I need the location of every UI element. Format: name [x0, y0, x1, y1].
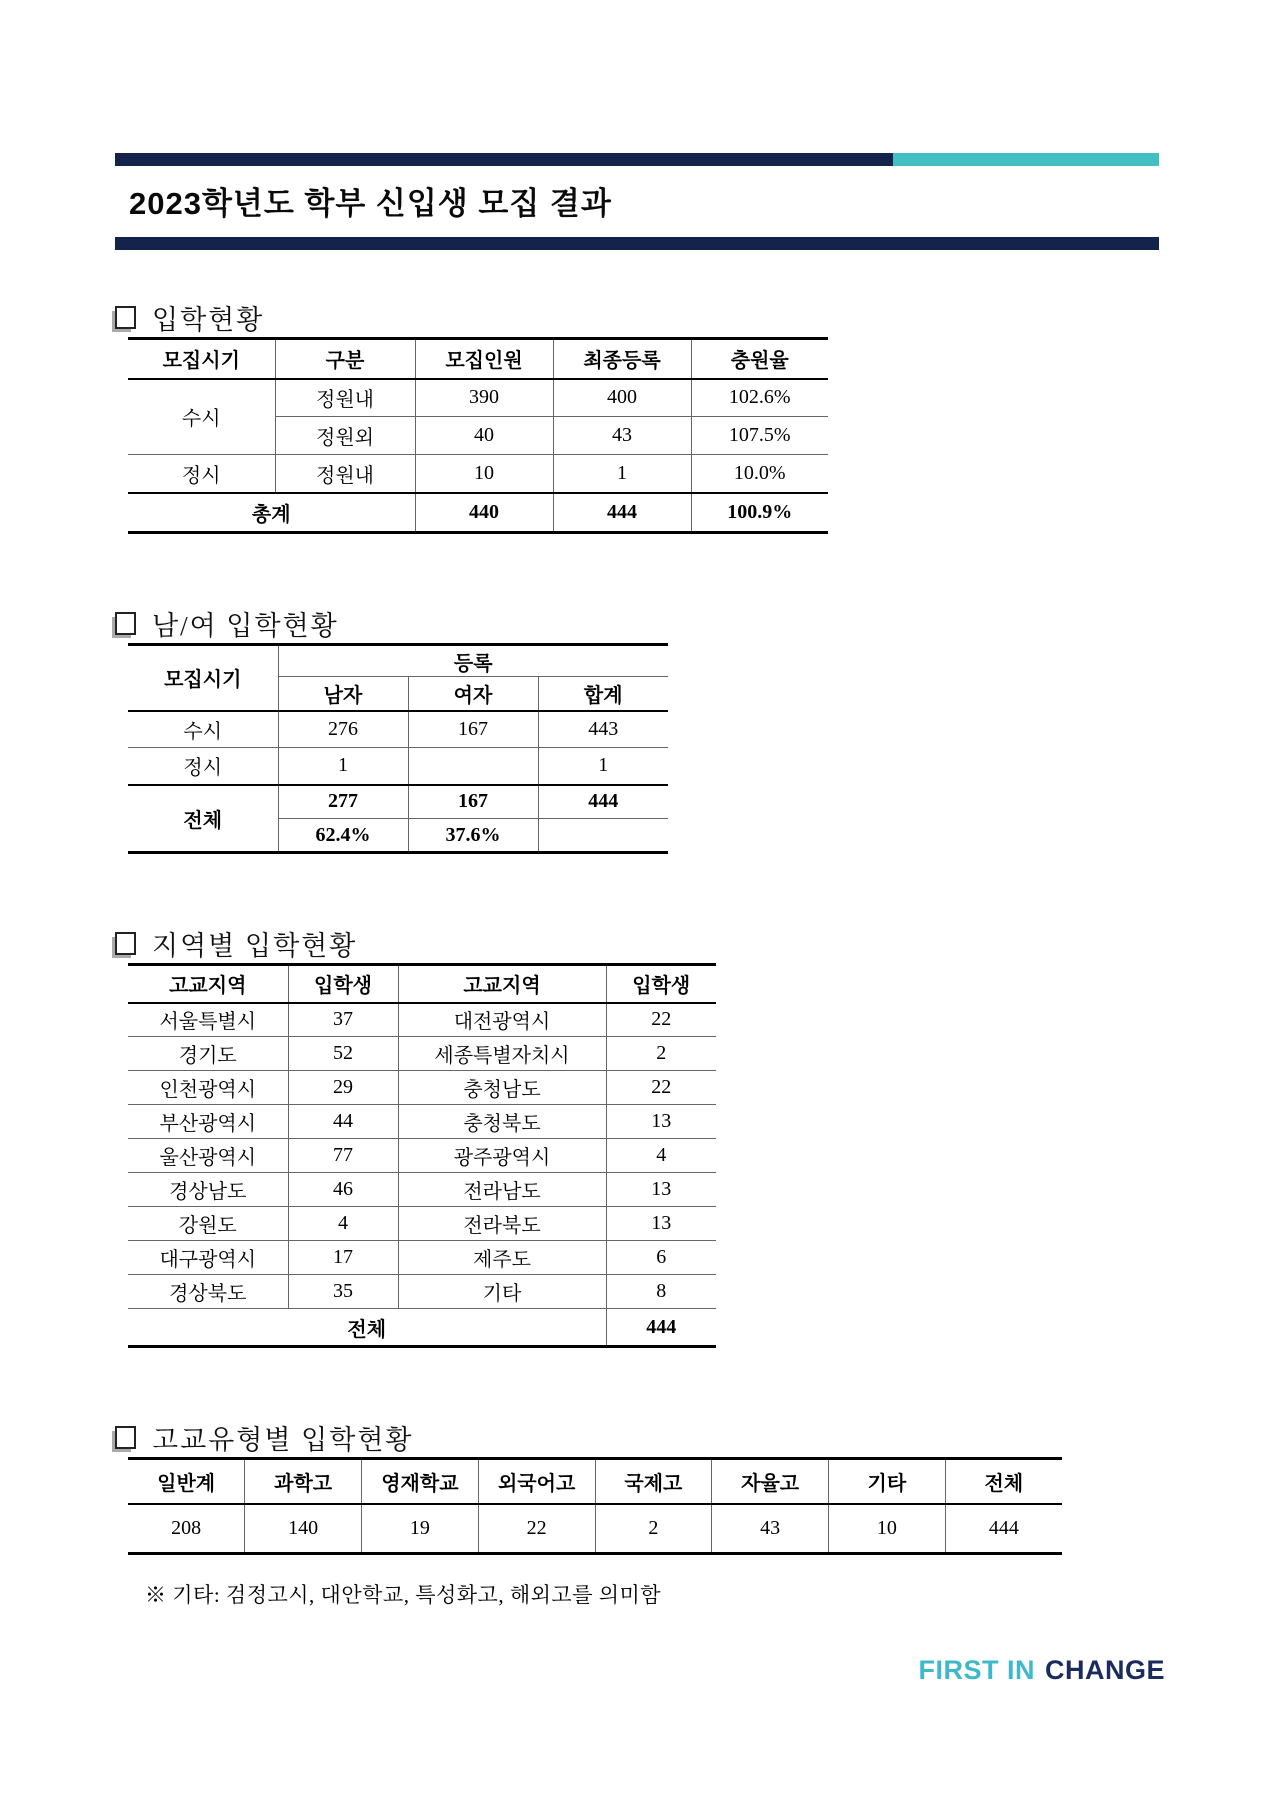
- column-header: 최종등록: [553, 339, 691, 379]
- school-type-table: [128, 1457, 1062, 1555]
- logo-change: CHANGE: [1044, 1655, 1165, 1685]
- section-title-admission: [115, 298, 1165, 337]
- table-header-row: [128, 1459, 1062, 1504]
- cell: 서울특별시: [128, 1003, 288, 1037]
- cell: 46: [288, 1173, 398, 1207]
- cell: 13: [606, 1173, 716, 1207]
- admission-summary-table: [128, 337, 828, 534]
- cell: 경상남도: [128, 1173, 288, 1207]
- column-header: 영재학교: [362, 1459, 479, 1504]
- cell: 기타: [398, 1275, 606, 1309]
- cell: 44: [288, 1105, 398, 1139]
- cell: 6: [606, 1241, 716, 1275]
- square-bullet-icon: [115, 306, 136, 329]
- header-underline-bar: [115, 237, 1159, 250]
- region-admission-table: [128, 963, 716, 1348]
- row-label: 수시: [128, 711, 278, 748]
- table-row: [128, 1275, 716, 1309]
- gender-admission-table: [128, 643, 668, 854]
- cell: 10: [415, 455, 553, 493]
- cell: [538, 819, 668, 853]
- cell: 100.9%: [691, 493, 828, 533]
- cell: 19: [362, 1504, 479, 1554]
- table-row: [128, 1003, 716, 1037]
- cell: 13: [606, 1105, 716, 1139]
- column-header: 고교지역: [398, 965, 606, 1003]
- cell: 40: [415, 417, 553, 455]
- table-row: [128, 1105, 716, 1139]
- column-header: 여자: [408, 677, 538, 711]
- column-header: 모집인원: [415, 339, 553, 379]
- row-label: 정시: [128, 455, 275, 493]
- square-bullet-icon: [115, 1426, 136, 1449]
- cell: 62.4%: [278, 819, 408, 853]
- cell: 4: [288, 1207, 398, 1241]
- table-row: [128, 1037, 716, 1071]
- cell: 29: [288, 1071, 398, 1105]
- column-header: 고교지역: [128, 965, 288, 1003]
- cell: 전라남도: [398, 1173, 606, 1207]
- cell: 22: [478, 1504, 595, 1554]
- logo-first-in: FIRST IN: [918, 1655, 1035, 1685]
- section-title-text: 입학현황: [152, 305, 265, 335]
- cell: 경상북도: [128, 1275, 288, 1309]
- cell: 208: [128, 1504, 245, 1554]
- cell: 인천광역시: [128, 1071, 288, 1105]
- cell: 22: [606, 1071, 716, 1105]
- column-header: 전체: [945, 1459, 1062, 1504]
- table-row: [128, 1207, 716, 1241]
- cell: 1: [553, 455, 691, 493]
- cell: 2: [595, 1504, 712, 1554]
- table-row: [128, 1504, 1062, 1554]
- cell: 277: [278, 785, 408, 819]
- column-header: 외국어고: [478, 1459, 595, 1504]
- table-total-row: [128, 1309, 716, 1347]
- cell: 10.0%: [691, 455, 828, 493]
- section-title-text: 남/여 입학현황: [152, 611, 339, 641]
- cell: 77: [288, 1139, 398, 1173]
- cell: 440: [415, 493, 553, 533]
- column-header: 충원율: [691, 339, 828, 379]
- cell: 167: [408, 711, 538, 748]
- header-accent-bar-teal: [893, 153, 1159, 166]
- table-row: [128, 379, 828, 417]
- cell: 444: [538, 785, 668, 819]
- cell: 13: [606, 1207, 716, 1241]
- cell: 444: [945, 1504, 1062, 1554]
- cell: 부산광역시: [128, 1105, 288, 1139]
- cell: 140: [245, 1504, 362, 1554]
- cell: 43: [712, 1504, 829, 1554]
- table-row: [128, 1241, 716, 1275]
- total-label: 전체: [128, 1309, 606, 1347]
- cell: 충청북도: [398, 1105, 606, 1139]
- table-header-row: [128, 965, 716, 1003]
- cell: 강원도: [128, 1207, 288, 1241]
- cell: 35: [288, 1275, 398, 1309]
- cell: 400: [553, 379, 691, 417]
- column-header: 자율고: [712, 1459, 829, 1504]
- cell: [408, 748, 538, 785]
- cell: 4: [606, 1139, 716, 1173]
- cell: 37.6%: [408, 819, 538, 853]
- column-header: 기타: [829, 1459, 946, 1504]
- column-header: 남자: [278, 677, 408, 711]
- row-label: 수시: [128, 379, 275, 455]
- page-title: 2023학년도 학부 신입생 모집 결과: [129, 186, 612, 221]
- cell: 17: [288, 1241, 398, 1275]
- column-header: 국제고: [595, 1459, 712, 1504]
- cell: 276: [278, 711, 408, 748]
- table-row: [128, 748, 668, 785]
- table-header-row: [128, 645, 668, 677]
- square-bullet-icon: [115, 612, 136, 635]
- logo: [115, 1655, 1165, 1686]
- table-total-row: [128, 493, 828, 533]
- table-row: [128, 455, 828, 493]
- cell: 2: [606, 1037, 716, 1071]
- section-title-gender: [115, 604, 1165, 643]
- total-label: 전체: [128, 785, 278, 853]
- cell: 대구광역시: [128, 1241, 288, 1275]
- cell: 정원내: [275, 379, 415, 417]
- column-header: 모집시기: [128, 645, 278, 711]
- cell: 22: [606, 1003, 716, 1037]
- column-header: 과학고: [245, 1459, 362, 1504]
- section-title-text: 고교유형별 입학현황: [152, 1425, 414, 1455]
- row-label: 정시: [128, 748, 278, 785]
- cell: 1: [278, 748, 408, 785]
- cell: 102.6%: [691, 379, 828, 417]
- cell: 1: [538, 748, 668, 785]
- section-title-school-type: [115, 1418, 1165, 1457]
- cell: 정원외: [275, 417, 415, 455]
- cell: 107.5%: [691, 417, 828, 455]
- cell: 167: [408, 785, 538, 819]
- column-header: 일반계: [128, 1459, 245, 1504]
- cell: 세종특별자치시: [398, 1037, 606, 1071]
- cell: 울산광역시: [128, 1139, 288, 1173]
- cell: 444: [606, 1309, 716, 1347]
- cell: 444: [553, 493, 691, 533]
- table-row: [128, 1071, 716, 1105]
- cell: 경기도: [128, 1037, 288, 1071]
- square-bullet-icon: [115, 932, 136, 955]
- section-title-text: 지역별 입학현황: [152, 931, 358, 961]
- section-title-region: [115, 924, 1165, 963]
- column-header: 입학생: [606, 965, 716, 1003]
- group-header: 등록: [278, 645, 668, 677]
- table-row: [128, 1139, 716, 1173]
- header-accent-bar: [115, 153, 1159, 166]
- cell: 충청남도: [398, 1071, 606, 1105]
- cell: 37: [288, 1003, 398, 1037]
- cell: 390: [415, 379, 553, 417]
- cell: 10: [829, 1504, 946, 1554]
- table-total-row: [128, 785, 668, 819]
- cell: 대전광역시: [398, 1003, 606, 1037]
- cell: 광주광역시: [398, 1139, 606, 1173]
- cell: 443: [538, 711, 668, 748]
- footnote: ※ 기타: 검정고시, 대안학교, 특성화고, 해외고를 의미함: [145, 1583, 662, 1607]
- column-header: 합계: [538, 677, 668, 711]
- cell: 52: [288, 1037, 398, 1071]
- column-header: 모집시기: [128, 339, 275, 379]
- column-header: 입학생: [288, 965, 398, 1003]
- table-row: [128, 711, 668, 748]
- cell: 제주도: [398, 1241, 606, 1275]
- cell: 8: [606, 1275, 716, 1309]
- column-header: 구분: [275, 339, 415, 379]
- header-accent-bar-navy: [115, 153, 893, 166]
- cell: 전라북도: [398, 1207, 606, 1241]
- table-row: [128, 1173, 716, 1207]
- total-label: 총계: [128, 493, 415, 533]
- table-header-row: [128, 339, 828, 379]
- cell: 43: [553, 417, 691, 455]
- cell: 정원내: [275, 455, 415, 493]
